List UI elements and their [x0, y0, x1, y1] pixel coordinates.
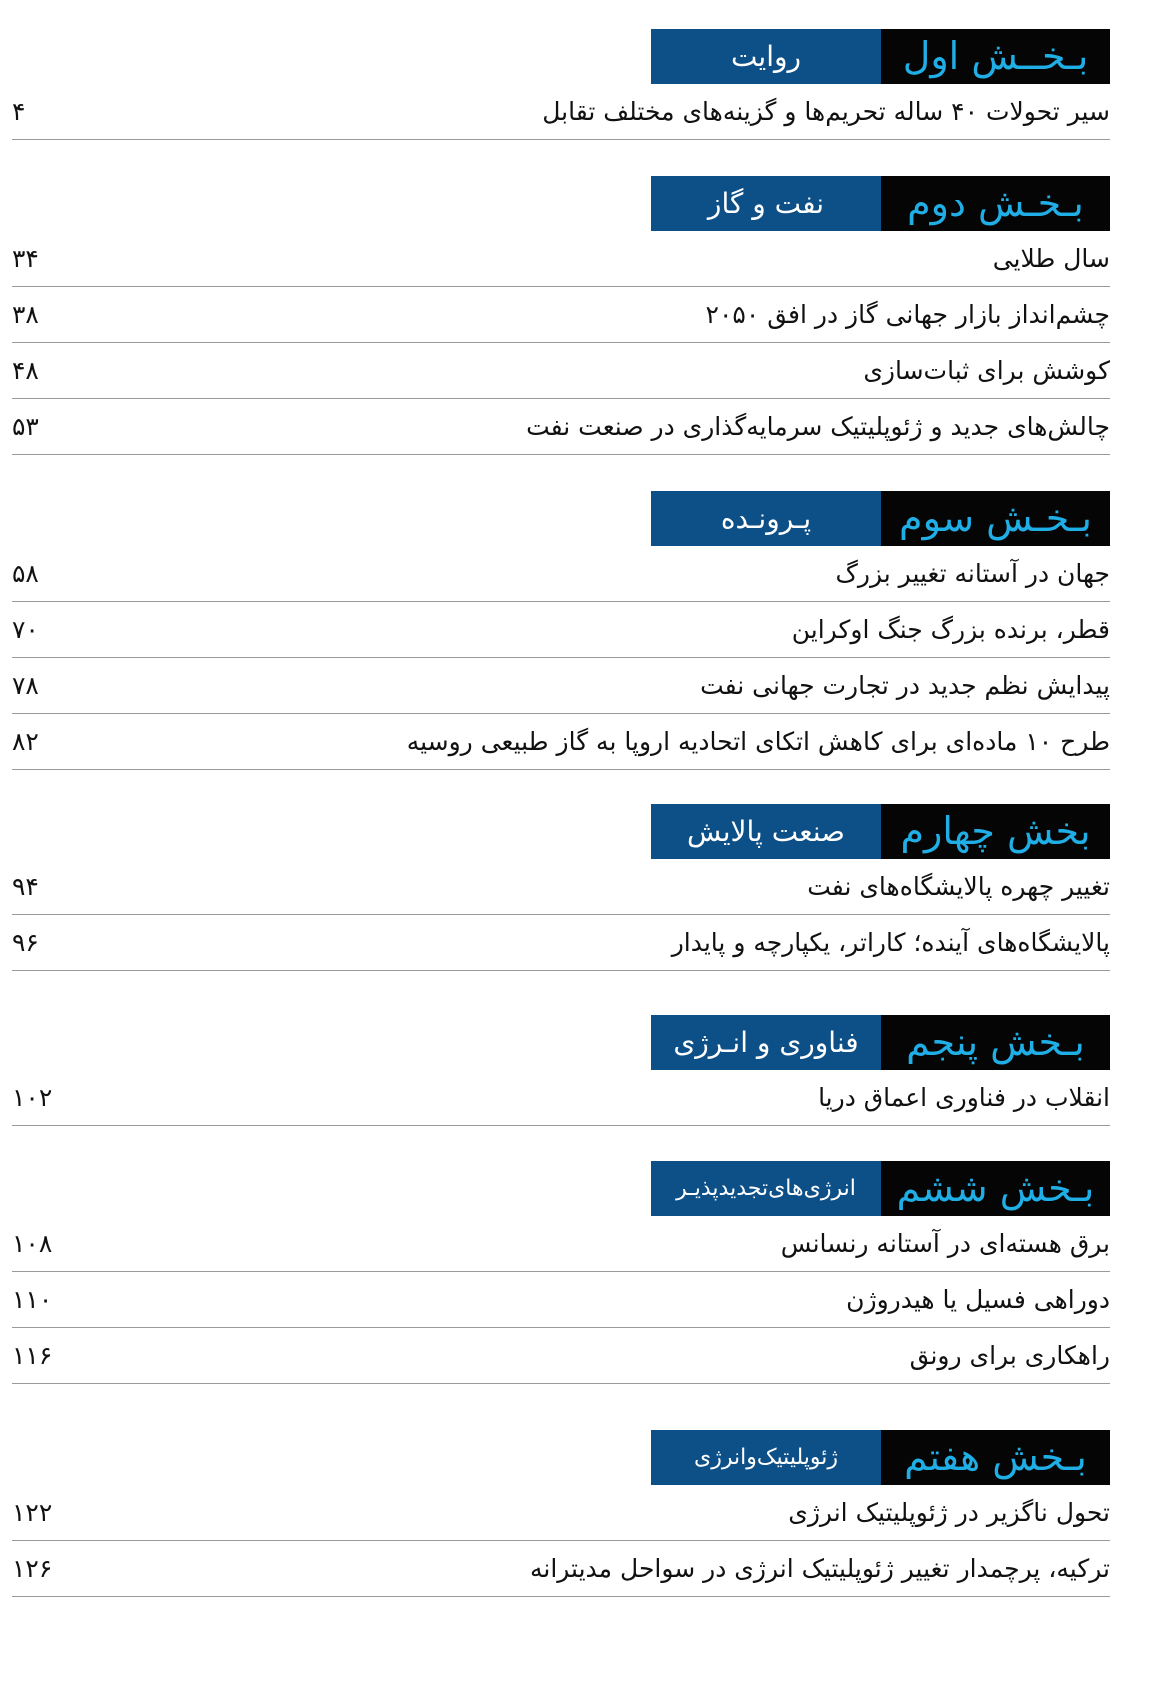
section-title: بـخش ششم — [881, 1161, 1110, 1216]
entry-page-number: ۴۸ — [12, 356, 39, 385]
toc-entry[interactable] — [12, 546, 1110, 602]
toc-entry[interactable] — [12, 714, 1110, 770]
section-title: بـخـش سوم — [881, 491, 1110, 546]
toc-entry[interactable] — [12, 1485, 1110, 1541]
toc-entry[interactable] — [12, 287, 1110, 343]
toc-entry[interactable] — [12, 343, 1110, 399]
entry-page-number: ۱۱۰ — [12, 1285, 53, 1314]
entry-page-number: ۹۴ — [12, 872, 39, 901]
entry-page-number: ۴ — [12, 97, 26, 126]
entry-page-number: ۷۸ — [12, 671, 39, 700]
entry-title: انقلاب در فناوری اعماق دریا — [818, 1083, 1110, 1112]
entry-title: چالش‌های جدید و ژئوپلیتیک سرمایه‌گذاری در صنعت نفت — [526, 412, 1110, 441]
toc-entry[interactable] — [12, 84, 1110, 140]
entry-page-number: ۱۰۲ — [12, 1083, 53, 1112]
section-title: بـخش هفتم — [881, 1430, 1110, 1485]
section-1 — [12, 29, 1110, 140]
entry-title: سیر تحولات ۴۰ ساله تحریم‌ها و گزینه‌های مختلف تقابل — [542, 97, 1110, 126]
section-subtitle: صنعت پالایش — [651, 804, 881, 859]
entry-title: چشم‌انداز بازار جهانی گاز در افق ۲۰۵۰ — [705, 300, 1110, 329]
toc-entry[interactable] — [12, 1272, 1110, 1328]
section-3 — [12, 491, 1110, 770]
section-header — [12, 1161, 1110, 1216]
entry-title: طرح ۱۰ ماده‌ای برای کاهش اتکای اتحادیه اروپا به گاز طبیعی روسیه — [406, 727, 1110, 756]
entry-title: سال طلایی — [992, 244, 1110, 273]
entry-page-number: ۱۲۶ — [12, 1554, 53, 1583]
entry-page-number: ۳۴ — [12, 244, 39, 273]
section-header — [12, 176, 1110, 231]
section-2 — [12, 176, 1110, 455]
section-6 — [12, 1161, 1110, 1384]
section-header — [12, 29, 1110, 84]
entry-page-number: ۱۲۲ — [12, 1498, 53, 1527]
entry-title: پالایشگاه‌های آینده؛ کاراتر، یکپارچه و پایدار — [671, 928, 1110, 957]
section-title: بـخـش دوم — [881, 176, 1110, 231]
entry-title: ترکیه، پرچمدار تغییر ژئوپلیتیک انرژی در سواحل مدیترانه — [529, 1554, 1110, 1583]
entry-title: تحول ناگزیر در ژئوپلیتیک انرژی — [788, 1498, 1110, 1527]
entry-page-number: ۵۳ — [12, 412, 39, 441]
section-subtitle: فناوری و انـرژی — [651, 1015, 881, 1070]
toc-entry[interactable] — [12, 915, 1110, 971]
entry-page-number: ۱۰۸ — [12, 1229, 53, 1258]
section-5 — [12, 1015, 1110, 1126]
entry-title: راهکاری برای رونق — [909, 1341, 1110, 1370]
section-7 — [12, 1430, 1110, 1597]
entry-page-number: ۸۲ — [12, 727, 39, 756]
entry-title: قطر، برنده بزرگ جنگ اوکراین — [791, 615, 1110, 644]
toc-entry[interactable] — [12, 1216, 1110, 1272]
entry-page-number: ۱۱۶ — [12, 1341, 53, 1370]
toc-entry[interactable] — [12, 602, 1110, 658]
section-title: بـخــش اول — [881, 29, 1110, 84]
entry-page-number: ۷۰ — [12, 615, 39, 644]
toc-entry[interactable] — [12, 399, 1110, 455]
entry-page-number: ۳۸ — [12, 300, 39, 329]
toc-entry[interactable] — [12, 859, 1110, 915]
entry-page-number: ۵۸ — [12, 559, 39, 588]
toc-entry[interactable] — [12, 658, 1110, 714]
toc-entry[interactable] — [12, 1070, 1110, 1126]
section-header — [12, 804, 1110, 859]
entry-page-number: ۹۶ — [12, 928, 39, 957]
section-subtitle: ژئوپلیتیک‌وانرژی — [651, 1430, 881, 1485]
section-header — [12, 491, 1110, 546]
section-subtitle: انرژی‌های‌تجدیدپذیـر — [651, 1161, 881, 1216]
section-title: بـخش پنجم — [881, 1015, 1110, 1070]
section-header — [12, 1015, 1110, 1070]
table-of-contents — [12, 0, 1110, 1597]
section-subtitle: نفت و گاز — [651, 176, 881, 231]
toc-entry[interactable] — [12, 231, 1110, 287]
entry-title: پیدایش نظم جدید در تجارت جهانی نفت — [700, 671, 1110, 700]
section-header — [12, 1430, 1110, 1485]
toc-entry[interactable] — [12, 1541, 1110, 1597]
section-subtitle: پـرونـده — [651, 491, 881, 546]
toc-entry[interactable] — [12, 1328, 1110, 1384]
section-title: بخش چهارم — [881, 804, 1110, 859]
entry-title: برق هسته‌ای در آستانه رنسانس — [780, 1229, 1110, 1258]
entry-title: جهان در آستانه تغییر بزرگ — [835, 559, 1110, 588]
entry-title: دوراهی فسیل یا هیدروژن — [846, 1285, 1110, 1314]
entry-title: کوشش برای ثبات‌سازی — [863, 356, 1110, 385]
section-subtitle: روایت — [651, 29, 881, 84]
section-4 — [12, 804, 1110, 971]
entry-title: تغییر چهره پالایشگاه‌های نفت — [807, 872, 1110, 901]
